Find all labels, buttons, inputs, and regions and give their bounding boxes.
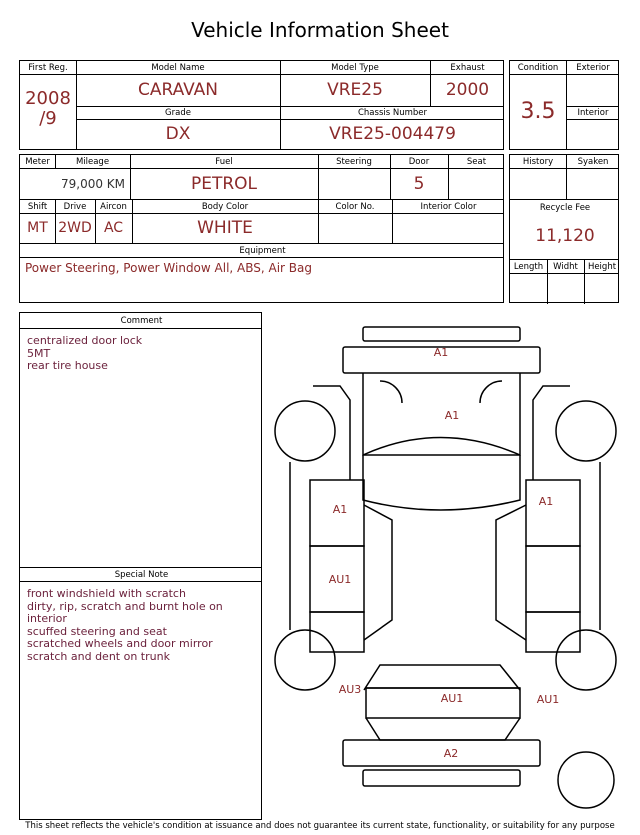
mark-left-rear-door: AU1 [328, 573, 352, 586]
grade-value: DX [165, 124, 191, 144]
mark-rear-bumper: A2 [443, 747, 459, 760]
interior-label: Interior [577, 108, 609, 118]
grade-label: Grade [165, 108, 191, 118]
chassis-label: Chassis Number [357, 108, 428, 118]
exhaust-value: 2000 [445, 80, 490, 100]
mark-rear-door: AU1 [440, 692, 464, 705]
equipment-value: Power Steering, Power Window All, ABS, Air Bag [25, 261, 313, 275]
first-reg-value: 2008 /9 [25, 88, 71, 129]
interior-color-label: Interior Color [420, 202, 477, 212]
fuel-value: PETROL [190, 174, 258, 194]
width-label: Widht [553, 262, 578, 272]
mark-left-quarter: AU3 [338, 683, 362, 696]
special-note-text: front windshield with scratch dirty, rip, scratch and burnt hole on interior scuffed steering and seat scratched wheels and door mirror scratch and dent on trunk [27, 587, 223, 663]
drive-value: 2WD [58, 220, 92, 236]
mileage-label: Mileage [75, 157, 110, 167]
first-reg-label: First Reg. [28, 63, 68, 73]
color-no-label: Color No. [335, 202, 375, 212]
body-color-value: WHITE [197, 218, 253, 238]
equipment-label: Equipment [239, 246, 286, 256]
seat-label: Seat [466, 157, 487, 167]
chassis-value: VRE25-004479 [329, 124, 456, 144]
shift-label: Shift [27, 202, 48, 212]
model-type-value: VRE25 [327, 80, 383, 100]
door-label: Door [408, 157, 430, 167]
page-title: Vehicle Information Sheet [191, 18, 449, 42]
vehicle-damage-diagram [266, 320, 626, 820]
model-name-label: Model Name [151, 63, 205, 73]
aircon-value: AC [103, 220, 124, 236]
length-label: Length [513, 262, 544, 272]
history-label: History [522, 157, 554, 167]
meter-label: Meter [25, 157, 50, 167]
condition-table [509, 60, 619, 150]
door-value: 5 [413, 174, 425, 194]
special-note-label: Special Note [114, 570, 169, 580]
model-type-label: Model Type [331, 63, 379, 73]
steering-label: Steering [336, 157, 372, 167]
exhaust-label: Exhaust [450, 63, 485, 73]
history-table [509, 154, 619, 303]
mileage-value: 79,000 KM [60, 177, 126, 191]
footer-disclaimer: This sheet reflects the vehicle's condition at issuance and does not guarantee its current state, functionality, or suitability for any purpose [25, 821, 615, 831]
condition-value: 3.5 [520, 99, 556, 124]
body-color-label: Body Color [201, 202, 249, 212]
syaken-label: Syaken [577, 157, 609, 167]
mark-front-bumper: A1 [433, 346, 449, 359]
shift-value: MT [27, 220, 48, 236]
fuel-label: Fuel [215, 157, 233, 167]
details-table [19, 154, 504, 303]
comment-label: Comment [120, 316, 163, 326]
model-info-table [19, 60, 504, 150]
mark-right-quarter: AU1 [536, 693, 560, 706]
comment-text: centralized door lock 5MT rear tire house [27, 334, 143, 372]
height-label: Height [587, 262, 617, 272]
recycle-fee-label: Recycle Fee [539, 203, 591, 213]
aircon-label: Aircon [100, 202, 127, 212]
exterior-label: Exterior [576, 63, 610, 73]
comment-panel [19, 312, 262, 820]
mark-left-front-door: A1 [332, 503, 348, 516]
recycle-fee-value: 11,120 [535, 226, 595, 246]
mark-right-front-door: A1 [538, 495, 554, 508]
condition-label: Condition [517, 63, 559, 73]
mark-hood: A1 [444, 409, 460, 422]
drive-label: Drive [63, 202, 87, 212]
model-name-value: CARAVAN [137, 80, 219, 100]
